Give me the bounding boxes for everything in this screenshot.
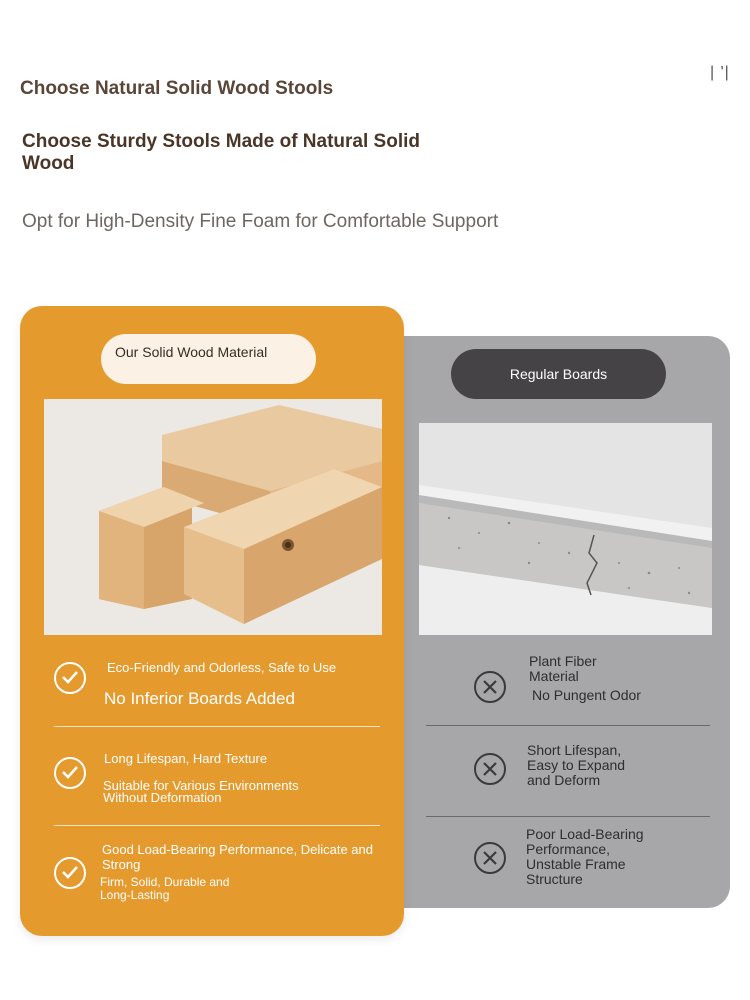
cross-icon [474,842,506,874]
divider [426,725,710,726]
solid-feature-1-main: Eco-Friendly and Odorless, Safe to Use [107,660,337,675]
regular-drawback-3-main: Poor Load-Bearing Performance, Unstable Frame Structure [526,826,644,887]
check-icon [54,662,86,694]
regular-drawback-2-main: Short Lifespan, Easy to Expand and Deform [527,742,626,788]
page-title: Choose Natural Solid Wood Stools [20,78,334,99]
solid-feature-1-sub: No Inferior Boards Added [104,689,295,708]
cross-icon [474,753,506,785]
cross-icon [474,671,506,703]
regular-drawback-1-sub: No Pungent Odor [532,687,641,703]
check-icon [54,757,86,789]
regular-drawback-1-main: Plant Fiber Material [529,653,597,684]
solid-feature-3-main: Good Load-Bearing Performance, Delicate and Strong [102,842,373,872]
page-subtitle: Choose Sturdy Stools Made of Natural Solid Wood [22,131,420,174]
divider [54,825,380,826]
corner-mark: | '| [710,64,730,81]
solid-wood-image [44,399,382,635]
divider [54,726,380,727]
check-icon [54,857,86,889]
solid-feature-2-sub: Suitable for Various Environments Without Deformation [103,778,299,805]
regular-boards-label: Regular Boards [451,349,666,399]
page-tagline: Opt for High-Density Fine Foam for Comfortable Support [22,211,499,232]
solid-feature-3-sub: Firm, Solid, Durable and Long-Lasting [100,875,230,902]
solid-wood-label: Our Solid Wood Material [101,334,316,384]
solid-feature-2-main: Long Lifespan, Hard Texture [104,751,268,766]
divider [426,816,710,817]
regular-board-image [419,423,712,635]
